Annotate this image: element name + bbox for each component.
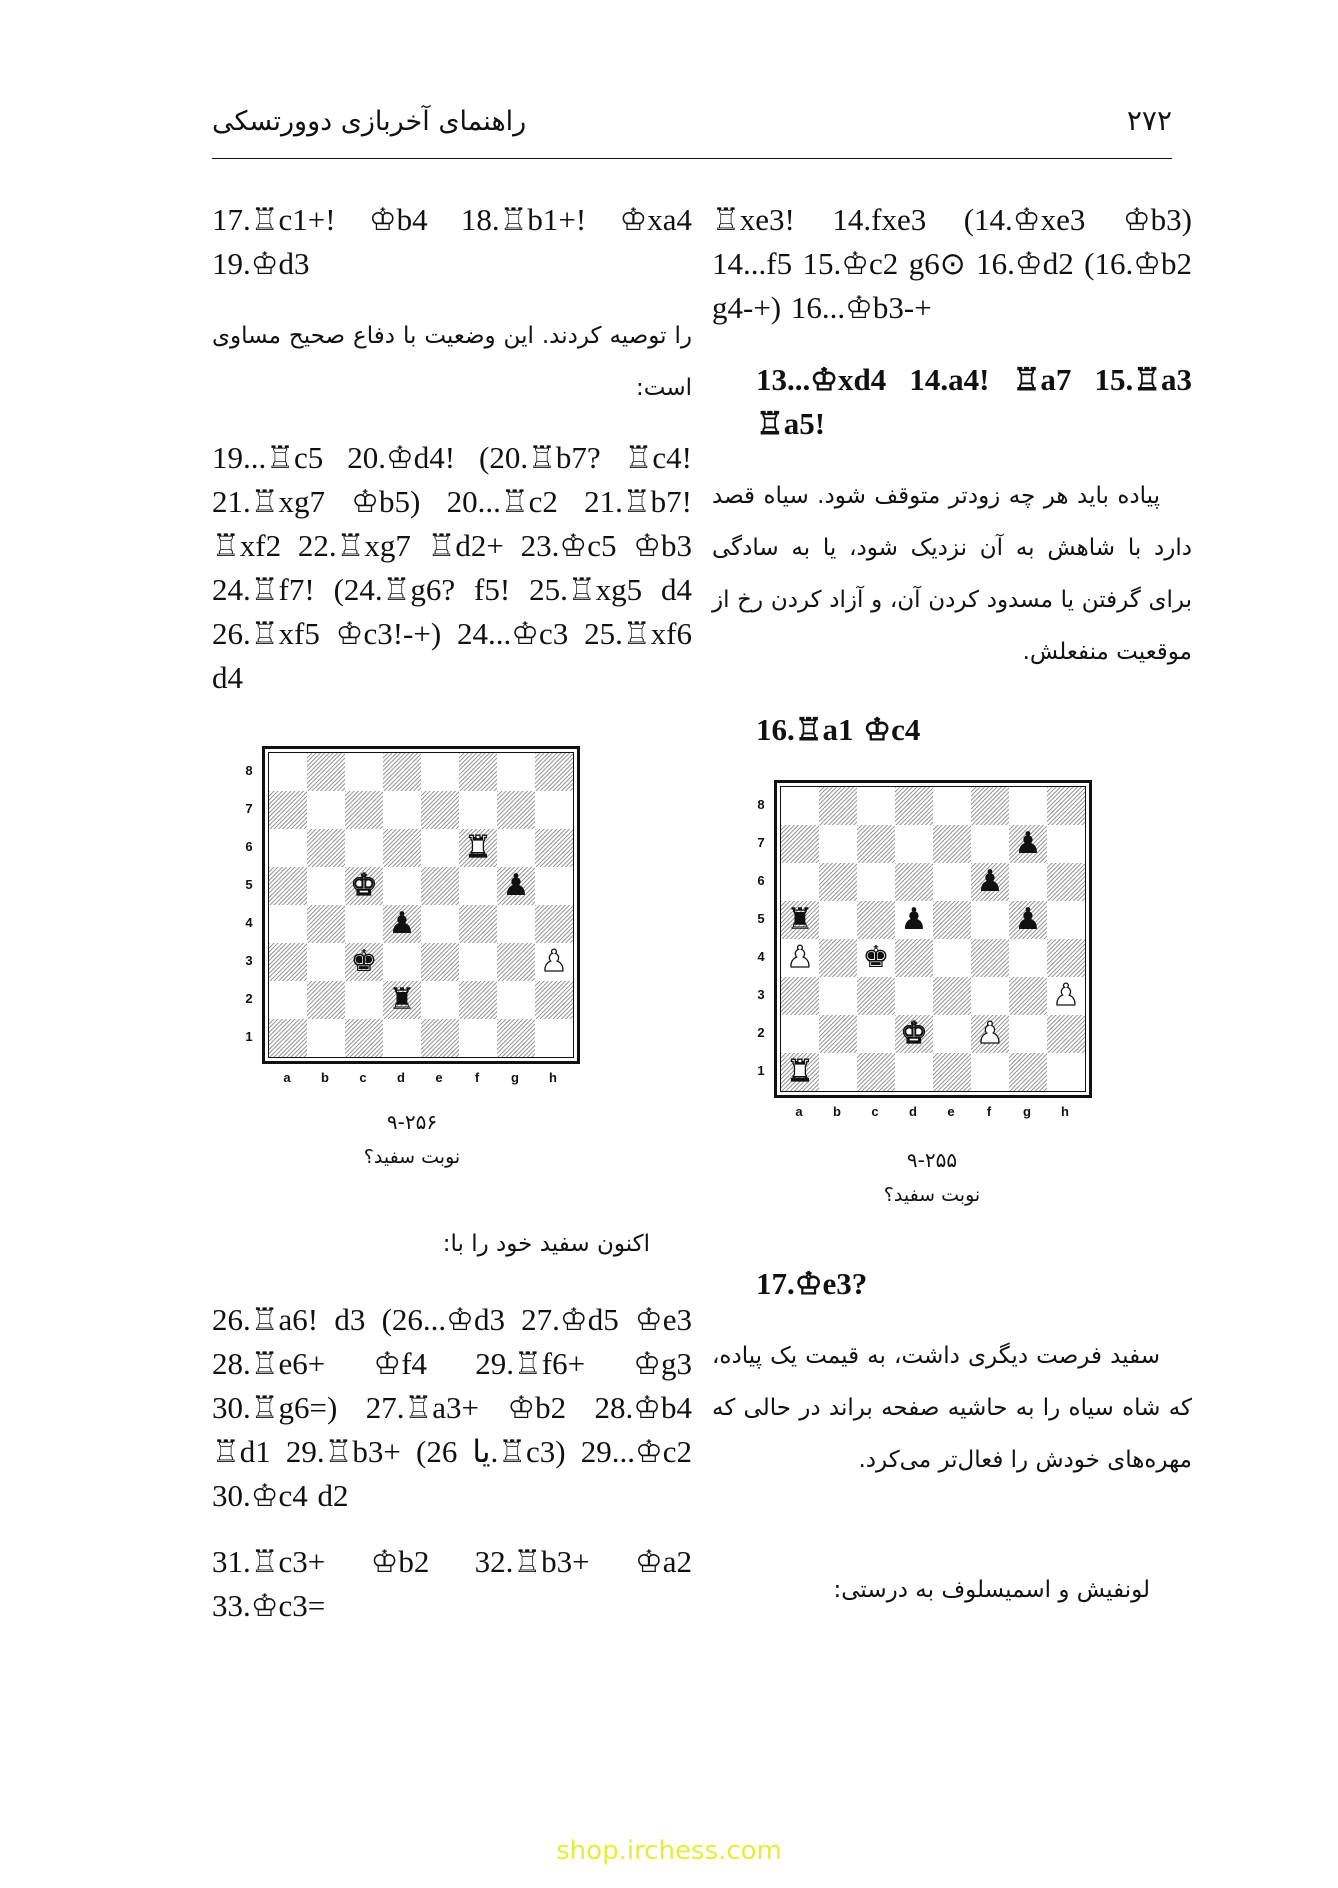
board-grid (780, 786, 1086, 1092)
square-g2 (1009, 1015, 1047, 1053)
square-h7 (1047, 825, 1085, 863)
black-pawn-icon: ♟ (1014, 826, 1042, 861)
white-pawn-icon: ♟ (786, 940, 814, 975)
square-f1 (459, 1019, 497, 1057)
black-pawn-icon: ♟ (976, 864, 1004, 899)
square-b1 (307, 1019, 345, 1057)
file-label: a (283, 1070, 291, 1085)
board-grid (268, 752, 574, 1058)
square-f3 (971, 977, 1009, 1015)
square-c1 (857, 1053, 895, 1091)
square-f7 (459, 791, 497, 829)
square-e4 (421, 905, 459, 943)
square-e3 (933, 977, 971, 1015)
square-g1 (497, 1019, 535, 1057)
square-e5 (933, 901, 971, 939)
square-c5 (857, 901, 895, 939)
diagram-number: ۹-۲۵۵ (906, 1148, 958, 1172)
rank-label: 8 (245, 763, 253, 778)
page-header (212, 96, 1172, 159)
file-label: d (909, 1104, 917, 1119)
square-d5 (383, 867, 421, 905)
square-c1 (345, 1019, 383, 1057)
square-a4 (269, 905, 307, 943)
square-a1 (269, 1019, 307, 1057)
file-label: a (795, 1104, 803, 1119)
square-g3 (1009, 977, 1047, 1015)
file-label: c (871, 1104, 879, 1119)
rank-label: 6 (245, 839, 253, 854)
paragraph: سفید فرصت دیگری داشت، به قیمت یک پیاده، که شاه سیاه را به حاشیه صفحه براند در حالی که مهره‌های خودش را فعال‌تر می‌کرد. (712, 1343, 1192, 1473)
square-g8 (1009, 787, 1047, 825)
move-text: ♖xe3! 14.fxe3 (14.♔xe3 ♔b3) 14...f5 15.♔c2 g6⊙ 16.♔d2 (16.♔b2 g4-+) 16...♔b3-+ (712, 202, 1192, 325)
square-e2 (933, 1015, 971, 1053)
rank-label: 1 (245, 1029, 253, 1044)
rank-label: 4 (757, 949, 765, 964)
diagram-number: ۹-۲۵۶ (386, 1110, 438, 1134)
black-pawn-icon: ♟ (388, 906, 416, 941)
square-d2 (383, 981, 421, 1019)
square-h1 (535, 1019, 573, 1057)
square-g7 (497, 791, 535, 829)
square-f4 (971, 939, 1009, 977)
rank-label: 5 (245, 877, 253, 892)
rank-label: 3 (757, 987, 765, 1002)
square-b7 (819, 825, 857, 863)
square-e1 (421, 1019, 459, 1057)
square-f2 (971, 1015, 1009, 1053)
square-c2 (345, 981, 383, 1019)
white-pawn-icon: ♟ (976, 1016, 1004, 1051)
rank-label: 5 (757, 911, 765, 926)
square-f8 (459, 753, 497, 791)
file-label: d (397, 1070, 405, 1085)
square-f6 (971, 863, 1009, 901)
square-g6 (497, 829, 535, 867)
rank-label: 8 (757, 797, 765, 812)
square-h5 (535, 867, 573, 905)
black-pawn-icon: ♟ (900, 902, 928, 937)
page-number: ۲۷۲ (1126, 104, 1172, 137)
square-b1 (819, 1053, 857, 1091)
square-b8 (819, 787, 857, 825)
paragraph: لونفیش و اسمیسلوف به درستی: (833, 1577, 1150, 1603)
square-d3 (895, 977, 933, 1015)
left-column-paragraph-2 (212, 1218, 692, 1270)
square-e7 (421, 791, 459, 829)
square-f5 (971, 901, 1009, 939)
left-column-moves-4 (212, 1540, 692, 1628)
move-heading: 16.♖a1 ♔c4 (756, 712, 921, 747)
rank-label: 1 (757, 1063, 765, 1078)
square-b2 (307, 981, 345, 1019)
square-f6 (459, 829, 497, 867)
square-d6 (383, 829, 421, 867)
square-h6 (1047, 863, 1085, 901)
square-d5 (895, 901, 933, 939)
rank-label: 4 (245, 915, 253, 930)
square-f4 (459, 905, 497, 943)
move-heading: 13...♔xd4 14.a4! ♖a7 15.♖a3 ♖a5! (756, 362, 1192, 441)
square-h8 (535, 753, 573, 791)
square-b6 (819, 863, 857, 901)
square-d8 (383, 753, 421, 791)
square-f2 (459, 981, 497, 1019)
square-g1 (1009, 1053, 1047, 1091)
right-column-heading-3 (712, 1262, 1192, 1306)
square-e8 (933, 787, 971, 825)
file-label: h (1061, 1104, 1069, 1119)
square-d4 (383, 905, 421, 943)
board-frame (262, 746, 580, 1064)
square-a6 (781, 863, 819, 901)
square-e3 (421, 943, 459, 981)
square-e6 (933, 863, 971, 901)
square-a7 (269, 791, 307, 829)
left-column-moves-1 (212, 198, 692, 286)
file-label: b (833, 1104, 841, 1119)
diagram-caption: نوبت سفید؟ (883, 1184, 981, 1206)
rank-label: 7 (245, 801, 253, 816)
square-a1 (781, 1053, 819, 1091)
square-f5 (459, 867, 497, 905)
square-c6 (857, 863, 895, 901)
square-b5 (307, 867, 345, 905)
square-g6 (1009, 863, 1047, 901)
square-a2 (781, 1015, 819, 1053)
right-column (712, 198, 1192, 330)
square-d3 (383, 943, 421, 981)
square-h7 (535, 791, 573, 829)
square-a6 (269, 829, 307, 867)
square-h8 (1047, 787, 1085, 825)
paragraph: را توصیه کردند. این وضعیت با دفاع صحیح مساوی است: (212, 323, 692, 401)
running-title: راهنمای آخربازی دوورتسکی (212, 106, 527, 137)
square-f3 (459, 943, 497, 981)
square-g4 (1009, 939, 1047, 977)
diagram-256-caption-block (252, 1110, 572, 1168)
square-d4 (895, 939, 933, 977)
square-b3 (819, 977, 857, 1015)
right-column-heading-1 (712, 358, 1192, 446)
square-e6 (421, 829, 459, 867)
square-h4 (1047, 939, 1085, 977)
black-rook-icon: ♜ (388, 982, 416, 1017)
square-h3 (535, 943, 573, 981)
square-a4 (781, 939, 819, 977)
black-pawn-icon: ♟ (1014, 902, 1042, 937)
rank-label: 2 (245, 991, 253, 1006)
square-g3 (497, 943, 535, 981)
square-c5 (345, 867, 383, 905)
square-c4 (345, 905, 383, 943)
black-king-icon: ♚ (862, 940, 890, 975)
file-label: f (986, 1104, 992, 1119)
square-e4 (933, 939, 971, 977)
left-column-paragraph-1 (212, 310, 692, 414)
file-label: c (359, 1070, 367, 1085)
diagram-caption: نوبت سفید؟ (363, 1146, 461, 1168)
square-d1 (383, 1019, 421, 1057)
square-f1 (971, 1053, 1009, 1091)
square-c8 (345, 753, 383, 791)
left-column-moves-3 (212, 1298, 692, 1518)
right-column-paragraph-3 (712, 1564, 1192, 1616)
white-rook-icon: ♜ (786, 1054, 814, 1089)
watermark[interactable]: shop.irchess.com (556, 1836, 782, 1866)
square-a3 (781, 977, 819, 1015)
square-e8 (421, 753, 459, 791)
rank-label: 3 (245, 953, 253, 968)
square-d8 (895, 787, 933, 825)
right-column-paragraph-2 (712, 1330, 1192, 1486)
rank-label: 2 (757, 1025, 765, 1040)
square-h1 (1047, 1053, 1085, 1091)
square-e7 (933, 825, 971, 863)
move-text: 26.♖a6! d3 (26...♔d3 27.♔d5 ♔e3 28.♖e6+ ♔f4 29.♖f6+ ♔g3 30.♖g6=) 27.♖a3+ ♔b2 28.♔b4 ♖d1 29.♖b3+ (یا 26.♖c3) 29...♔c2 30.♔c4 d2 (212, 1302, 692, 1513)
left-column-moves-2 (212, 436, 692, 700)
board-frame (774, 780, 1092, 1098)
square-h2 (535, 981, 573, 1019)
square-h4 (535, 905, 573, 943)
square-c8 (857, 787, 895, 825)
white-pawn-icon: ♟ (1052, 978, 1080, 1013)
square-g5 (497, 867, 535, 905)
square-d7 (895, 825, 933, 863)
square-c4 (857, 939, 895, 977)
file-label: g (511, 1070, 519, 1085)
square-c2 (857, 1015, 895, 1053)
square-g7 (1009, 825, 1047, 863)
square-d7 (383, 791, 421, 829)
move-heading: 17.♔e3? (756, 1266, 868, 1301)
square-g5 (1009, 901, 1047, 939)
chess-diagram-256 (240, 746, 586, 1100)
square-b5 (819, 901, 857, 939)
square-e2 (421, 981, 459, 1019)
file-label: f (474, 1070, 480, 1085)
square-h6 (535, 829, 573, 867)
square-b3 (307, 943, 345, 981)
chess-diagram-255 (752, 780, 1098, 1134)
square-g2 (497, 981, 535, 1019)
square-a8 (269, 753, 307, 791)
square-b6 (307, 829, 345, 867)
square-c7 (345, 791, 383, 829)
move-text: 19...♖c5 20.♔d4! (20.♖b7? ♖c4! 21.♖xg7 ♔b5) 20...♖c2 21.♖b7! ♖xf2 22.♖xg7 ♖d2+ 23.♔c5 ♔b3 24.♖f7! (24.♖g6? f5! 25.♖xg5 d4 26.♖xf5 ♔c3!-+) 24...♔c3 25.♖xf6 d4 (212, 440, 692, 695)
square-h3 (1047, 977, 1085, 1015)
square-c6 (345, 829, 383, 867)
square-e1 (933, 1053, 971, 1091)
white-king-icon: ♚ (350, 868, 378, 903)
square-a5 (269, 867, 307, 905)
diagram-255-caption-block (772, 1148, 1092, 1206)
rank-label: 7 (757, 835, 765, 850)
square-a2 (269, 981, 307, 1019)
right-column-heading-2 (712, 708, 1192, 752)
white-pawn-icon: ♟ (540, 944, 568, 979)
square-a3 (269, 943, 307, 981)
square-b4 (819, 939, 857, 977)
square-h2 (1047, 1015, 1085, 1053)
square-g8 (497, 753, 535, 791)
square-b7 (307, 791, 345, 829)
square-b8 (307, 753, 345, 791)
square-f8 (971, 787, 1009, 825)
square-d2 (895, 1015, 933, 1053)
file-label: h (549, 1070, 557, 1085)
square-d1 (895, 1053, 933, 1091)
square-c3 (345, 943, 383, 981)
square-b4 (307, 905, 345, 943)
square-a7 (781, 825, 819, 863)
paragraph: پیاده باید هر چه زودتر متوقف شود. سیاه قصد دارد با شاهش به آن نزدیک شود، یا به سادگی برای گرفتن یا مسدود کردن آن، و آزاد کردن رخ از موقعیت منفعلش. (712, 483, 1192, 665)
square-h5 (1047, 901, 1085, 939)
paragraph: اکنون سفید خود را با: (442, 1231, 650, 1257)
black-rook-icon: ♜ (786, 902, 814, 937)
square-c7 (857, 825, 895, 863)
square-b2 (819, 1015, 857, 1053)
rank-label: 6 (757, 873, 765, 888)
square-f7 (971, 825, 1009, 863)
file-label: e (947, 1104, 955, 1119)
square-g4 (497, 905, 535, 943)
square-c3 (857, 977, 895, 1015)
file-label: e (435, 1070, 443, 1085)
square-a8 (781, 787, 819, 825)
move-text: 31.♖c3+ ♔b2 32.♖b3+ ♔a2 33.♔c3= (212, 1544, 692, 1623)
right-column-paragraph-1 (712, 470, 1192, 678)
black-king-icon: ♚ (350, 944, 378, 979)
white-rook-icon: ♜ (464, 830, 492, 865)
file-label: b (321, 1070, 329, 1085)
file-label: g (1023, 1104, 1031, 1119)
white-king-icon: ♚ (900, 1016, 928, 1051)
square-e5 (421, 867, 459, 905)
square-a5 (781, 901, 819, 939)
move-text: 17.♖c1+! ♔b4 18.♖b1+! ♔xa4 19.♔d3 (212, 202, 692, 281)
square-d6 (895, 863, 933, 901)
black-pawn-icon: ♟ (502, 868, 530, 903)
